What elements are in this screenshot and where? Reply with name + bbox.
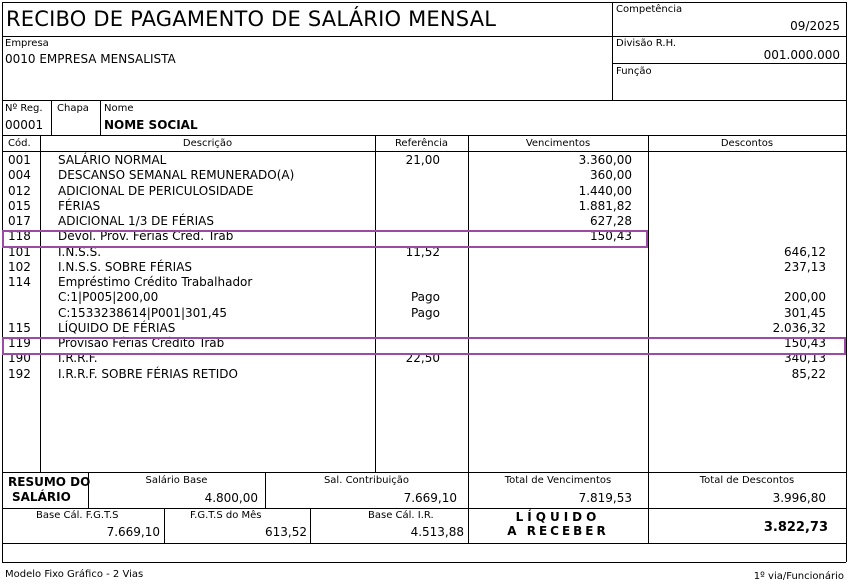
row-earnings: 1.881,82 [578, 198, 632, 213]
nome-label: Nome [104, 103, 134, 114]
row-reference: 21,00 [405, 153, 440, 167]
row-deductions [650, 214, 826, 229]
row-reference [376, 260, 440, 275]
row-earnings: 150,43 [590, 229, 632, 244]
competencia-label: Competência [616, 4, 683, 15]
base-ir-value: 4.513,88 [410, 525, 464, 539]
row-earnings [470, 367, 632, 382]
row-earnings: 627,28 [590, 214, 632, 228]
row-earnings [470, 275, 632, 290]
row-earnings: 3.360,00 [578, 153, 632, 167]
footer-via: 1º via/Funcionário [753, 571, 844, 582]
row-code: 119 [8, 336, 31, 350]
row-code [8, 290, 38, 305]
row-code: 192 [8, 366, 31, 381]
row-description: DESCANSO SEMANAL REMUNERADO(A) [58, 168, 295, 183]
nome-value: NOME SOCIAL [104, 118, 198, 132]
row-code: 190 [8, 351, 31, 366]
row-deductions [650, 229, 826, 244]
row-description: Provisão Férias Crédito Trab [58, 336, 225, 350]
row-description: I.N.S.S. SOBRE FÉRIAS [58, 259, 193, 274]
empresa-value: 0010 EMPRESA MENSALISTA [5, 52, 176, 66]
header-descontos: Descontos [720, 138, 774, 149]
row-earnings [470, 260, 632, 275]
sal-contrib-label: Sal. Contribuição [323, 475, 410, 486]
row-earnings: 1.440,00 [578, 183, 632, 198]
divisao-label: Divisão R.H. [616, 38, 677, 49]
row-code: 001 [8, 153, 31, 167]
sal-contrib-value: 7.669,10 [403, 491, 457, 505]
total-desc-value: 3.996,80 [772, 491, 826, 505]
row-code: 101 [8, 244, 31, 259]
base-fgts-label: Base Cál. F.G.T.S [36, 510, 119, 521]
total-venc-value: 7.819,53 [578, 491, 632, 505]
nreg-value: 00001 [5, 118, 44, 132]
salario-base-label: Salário Base [145, 475, 208, 486]
row-description: ADICIONAL 1/3 DE FÉRIAS [58, 214, 214, 228]
row-code: 012 [8, 183, 31, 198]
chapa-label: Chapa [57, 103, 89, 114]
row-description: LÍQUIDO DE FÉRIAS [58, 320, 176, 335]
row-code: 115 [8, 320, 31, 335]
highlight-row-118 [2, 230, 648, 248]
row-earnings [470, 321, 632, 336]
row-reference: Pago [410, 305, 440, 320]
row-deductions: 150,43 [784, 336, 826, 350]
row-description: FÉRIAS [58, 198, 101, 213]
fgts-mes-label: F.G.T.S do Mês [190, 510, 262, 521]
base-fgts-value: 7.669,10 [106, 525, 160, 539]
competencia-value: 09/2025 [790, 19, 840, 33]
row-reference [376, 275, 440, 290]
total-venc-label: Total de Vencimentos [504, 475, 612, 486]
row-earnings [470, 290, 632, 305]
nreg-label: Nº Reg. [5, 103, 43, 114]
row-deductions [650, 184, 826, 199]
row-code [8, 306, 38, 321]
row-description: SALÁRIO NORMAL [58, 153, 167, 167]
row-code: 017 [8, 214, 31, 228]
row-description: C:1|P005|200,00 [58, 290, 159, 305]
row-reference [376, 199, 440, 214]
row-description: I.R.R.F. SOBRE FÉRIAS RETIDO [58, 366, 238, 381]
liquido-value: 3.822,73 [763, 520, 828, 535]
row-reference [376, 184, 440, 199]
funcao-label: Função [616, 66, 652, 77]
row-deductions [650, 168, 826, 183]
row-reference: 22,50 [405, 351, 440, 366]
row-description: Devol. Prov. Férias Créd. Trab [58, 229, 234, 244]
header-cod: Cód. [8, 138, 31, 149]
liquido-label-2: A RECEBER [507, 524, 609, 538]
row-description: I.R.R.F. [58, 351, 98, 366]
row-description: ADICIONAL DE PERICULOSIDADE [58, 183, 254, 198]
base-ir-label: Base Cál. I.R. [368, 510, 434, 521]
row-code: 004 [8, 168, 31, 183]
row-deductions: 85,22 [791, 366, 826, 381]
resumo-label-1: RESUMO DO [8, 475, 91, 489]
row-deductions: 301,45 [784, 305, 826, 320]
row-description: I.N.S.S. [58, 244, 102, 259]
fgts-mes-value: 613,52 [265, 525, 307, 539]
row-reference [376, 367, 440, 382]
row-earnings: 360,00 [590, 168, 632, 183]
row-reference: Pago [410, 290, 440, 305]
row-deductions: 340,13 [784, 351, 826, 366]
total-desc-label: Total de Descontos [699, 475, 795, 486]
row-code: 114 [8, 275, 31, 289]
header-descricao: Descrição [182, 138, 233, 149]
row-deductions: 200,00 [784, 290, 826, 305]
resumo-label-2: SALÁRIO [12, 490, 71, 504]
row-description: Empréstimo Crédito Trabalhador [58, 275, 253, 289]
row-deductions: 2.036,32 [772, 320, 826, 335]
row-earnings [470, 306, 632, 321]
highlight-row-119 [2, 337, 846, 355]
row-reference: 11,52 [405, 244, 440, 259]
empresa-label: Empresa [5, 38, 49, 49]
row-reference [376, 214, 440, 229]
row-code: 118 [8, 229, 31, 244]
row-description: C:1533238614|P001|301,45 [58, 305, 227, 320]
header-vencimentos: Vencimentos [525, 138, 591, 149]
row-reference [376, 168, 440, 183]
row-deductions [650, 275, 826, 290]
row-code: 015 [8, 198, 31, 213]
salario-base-value: 4.800,00 [204, 491, 258, 505]
row-reference [376, 321, 440, 336]
header-referencia: Referência [394, 138, 449, 149]
row-deductions [650, 153, 826, 168]
liquido-label-1: LÍQUIDO [515, 510, 601, 524]
row-code: 102 [8, 259, 31, 274]
footer-model: Modelo Fixo Gráfico - 2 Vias [5, 569, 144, 580]
divisao-value: 001.000.000 [763, 48, 840, 62]
row-deductions: 646,12 [784, 244, 826, 259]
receipt-title: RECIBO DE PAGAMENTO DE SALÁRIO MENSAL [6, 7, 497, 31]
row-deductions [650, 199, 826, 214]
row-deductions: 237,13 [784, 259, 826, 274]
